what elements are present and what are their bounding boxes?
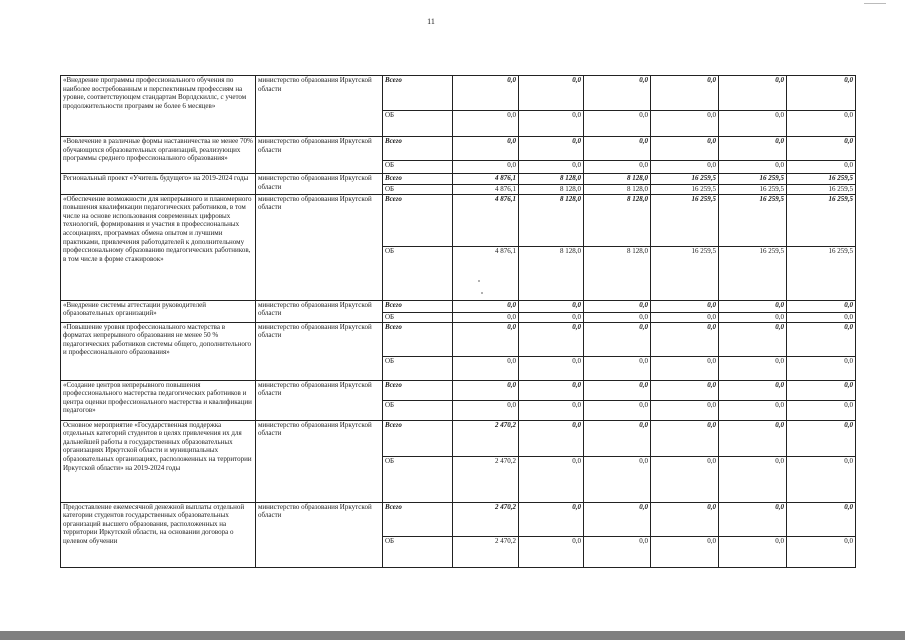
ob-value-cell: 8 128,0 — [519, 185, 584, 195]
budget-table-body — [61, 76, 856, 568]
ob-value-cell: 16 259,5 — [651, 185, 719, 195]
total-value-cell: 16 259,5 — [787, 194, 856, 246]
activity-name-cell: «Обеспечение возможности для непрерывного и планомерного повышения квалификации педагогических работников, в том числе на основе использования современных цифровых технологий, формирования и участия в профессиональных ассоциациях, программах обмена опытом и лучшими практиками, привлечения работодателей к дополнительному профессиональному образованию педагогических работников, в том числе в форме стажировок» — [61, 194, 256, 300]
ob-value-cell: 0,0 — [584, 456, 651, 502]
table-row — [61, 76, 856, 111]
source-ob-label: ОБ — [383, 185, 453, 195]
total-value-cell: 0,0 — [787, 380, 856, 400]
ob-value-cell: 0,0 — [787, 161, 856, 174]
total-value-cell: 0,0 — [453, 300, 519, 312]
total-value-cell: 0,0 — [719, 322, 787, 356]
ob-value-cell: 0,0 — [787, 111, 856, 137]
responsible-cell: министерство образования Иркутской области — [256, 300, 383, 322]
total-value-cell: 0,0 — [584, 137, 651, 161]
total-value-cell: 0,0 — [651, 380, 719, 400]
source-ob-label: ОБ — [383, 456, 453, 502]
responsible-cell: министерство образования Иркутской области — [256, 502, 383, 567]
total-value-cell: 0,0 — [584, 300, 651, 312]
total-value-cell: 0,0 — [519, 137, 584, 161]
total-value-cell: 0,0 — [519, 380, 584, 400]
ob-value-cell: 0,0 — [651, 111, 719, 137]
ob-value-cell: 0,0 — [719, 161, 787, 174]
total-value-cell: 16 259,5 — [719, 174, 787, 185]
total-value-cell: 0,0 — [453, 380, 519, 400]
ob-value-cell: 0,0 — [651, 161, 719, 174]
ob-value-cell: 0,0 — [719, 536, 787, 567]
total-value-cell: 8 128,0 — [584, 174, 651, 185]
ob-value-cell: 0,0 — [719, 111, 787, 137]
ob-value-cell: 0,0 — [584, 161, 651, 174]
total-value-cell: 0,0 — [453, 322, 519, 356]
total-value-cell: 0,0 — [651, 322, 719, 356]
total-value-cell: 0,0 — [651, 420, 719, 456]
ob-value-cell: 0,0 — [719, 400, 787, 420]
responsible-cell: министерство образования Иркутской области — [256, 174, 383, 195]
ob-value-cell: 0,0 — [453, 400, 519, 420]
total-value-cell: 16 259,5 — [719, 194, 787, 246]
ob-value-cell: 4 876,1 — [453, 246, 519, 300]
table-row — [61, 300, 856, 312]
ob-value-cell: 0,0 — [519, 400, 584, 420]
responsible-cell: министерство образования Иркутской области — [256, 76, 383, 137]
total-value-cell: 0,0 — [787, 322, 856, 356]
ob-value-cell: 0,0 — [519, 456, 584, 502]
total-value-cell: 0,0 — [719, 76, 787, 111]
total-value-cell: 0,0 — [519, 300, 584, 312]
source-ob-label: ОБ — [383, 312, 453, 322]
source-total-label: Всего — [383, 300, 453, 312]
total-value-cell: 0,0 — [584, 420, 651, 456]
total-value-cell: 0,0 — [719, 137, 787, 161]
ob-value-cell: 0,0 — [719, 356, 787, 380]
source-total-label: Всего — [383, 420, 453, 456]
scan-border — [0, 631, 905, 640]
ob-value-cell: 8 128,0 — [584, 246, 651, 300]
ob-value-cell: 0,0 — [453, 356, 519, 380]
scan-mark — [864, 3, 886, 4]
table-row — [61, 502, 856, 536]
source-ob-label: ОБ — [383, 111, 453, 137]
total-value-cell: 0,0 — [453, 137, 519, 161]
ob-value-cell: 2 470,2 — [453, 536, 519, 567]
ob-value-cell: 0,0 — [453, 161, 519, 174]
total-value-cell: 0,0 — [651, 76, 719, 111]
ob-value-cell: 2 470,2 — [453, 456, 519, 502]
total-value-cell: 2 470,2 — [453, 502, 519, 536]
total-value-cell: 0,0 — [787, 502, 856, 536]
activity-name-cell: Региональный проект «Учитель будущего» на 2019-2024 годы — [61, 174, 256, 195]
ob-value-cell: 0,0 — [651, 536, 719, 567]
source-total-label: Всего — [383, 76, 453, 111]
source-ob-label: ОБ — [383, 161, 453, 174]
ob-value-cell: 0,0 — [519, 161, 584, 174]
total-value-cell: 0,0 — [584, 322, 651, 356]
total-value-cell: 0,0 — [651, 300, 719, 312]
total-value-cell: 0,0 — [719, 502, 787, 536]
source-ob-label: ОБ — [383, 356, 453, 380]
activity-name-cell: «Создание центров непрерывного повышения профессионального мастерства педагогических работников и центра оценки профессионального мастерства и квалификации педагогов» — [61, 380, 256, 420]
source-ob-label: ОБ — [383, 536, 453, 567]
scan-artifact — [478, 280, 480, 282]
total-value-cell: 16 259,5 — [787, 174, 856, 185]
ob-value-cell: 0,0 — [584, 312, 651, 322]
source-total-label: Всего — [383, 502, 453, 536]
ob-value-cell: 0,0 — [453, 312, 519, 322]
total-value-cell: 8 128,0 — [519, 194, 584, 246]
activity-name-cell: Основное мероприятие «Государственная поддержка отдельных категорий студентов в целях привлечения их для дальнейшей работы в государственных образовательных организациях Иркутской области и муниципальных образовательных организациях, расположенных на территории Иркутской области» на 2019-2024 годы — [61, 420, 256, 502]
total-value-cell: 0,0 — [787, 76, 856, 111]
source-total-label: Всего — [383, 194, 453, 246]
responsible-cell: министерство образования Иркутской области — [256, 194, 383, 300]
ob-value-cell: 0,0 — [787, 400, 856, 420]
total-value-cell: 0,0 — [453, 76, 519, 111]
activity-name-cell: «Вовлечение в различные формы наставничества не менее 70% обучающихся образовательных организаций, реализующих программы среднего профессионального образования» — [61, 137, 256, 174]
ob-value-cell: 0,0 — [787, 536, 856, 567]
total-value-cell: 0,0 — [519, 322, 584, 356]
ob-value-cell: 0,0 — [719, 456, 787, 502]
ob-value-cell: 0,0 — [584, 400, 651, 420]
total-value-cell: 0,0 — [719, 420, 787, 456]
ob-value-cell: 8 128,0 — [584, 185, 651, 195]
ob-value-cell: 16 259,5 — [787, 246, 856, 300]
ob-value-cell: 0,0 — [787, 356, 856, 380]
total-value-cell: 0,0 — [584, 502, 651, 536]
total-value-cell: 0,0 — [651, 502, 719, 536]
total-value-cell: 0,0 — [584, 380, 651, 400]
total-value-cell: 0,0 — [651, 137, 719, 161]
responsible-cell: министерство образования Иркутской области — [256, 322, 383, 380]
ob-value-cell: 16 259,5 — [787, 185, 856, 195]
ob-value-cell: 0,0 — [584, 536, 651, 567]
ob-value-cell: 16 259,5 — [651, 246, 719, 300]
ob-value-cell: 0,0 — [519, 356, 584, 380]
ob-value-cell: 16 259,5 — [719, 246, 787, 300]
source-total-label: Всего — [383, 380, 453, 400]
total-value-cell: 0,0 — [787, 137, 856, 161]
activity-name-cell: «Повышение уровня профессионального мастерства в форматах непрерывного образования не менее 50 % педагогических работников системы общего, дополнительного и профессионального образования» — [61, 322, 256, 380]
source-total-label: Всего — [383, 174, 453, 185]
total-value-cell: 0,0 — [519, 420, 584, 456]
total-value-cell: 0,0 — [719, 380, 787, 400]
ob-value-cell: 0,0 — [651, 312, 719, 322]
total-value-cell: 2 470,2 — [453, 420, 519, 456]
activity-name-cell: «Внедрение программы профессионального обучения по наиболее востребованным и перспективным профессиям на уровне, соответствующем стандартам Ворлдскиллс, с учетом продолжительности программ не более 6 месяцев» — [61, 76, 256, 137]
total-value-cell: 0,0 — [584, 76, 651, 111]
ob-value-cell: 0,0 — [651, 356, 719, 380]
ob-value-cell: 0,0 — [719, 312, 787, 322]
total-value-cell: 0,0 — [519, 76, 584, 111]
ob-value-cell: 0,0 — [453, 111, 519, 137]
table-row — [61, 194, 856, 246]
ob-value-cell: 4 876,1 — [453, 185, 519, 195]
table-row — [61, 380, 856, 400]
table-row — [61, 174, 856, 185]
total-value-cell: 8 128,0 — [519, 174, 584, 185]
total-value-cell: 0,0 — [787, 300, 856, 312]
responsible-cell: министерство образования Иркутской области — [256, 137, 383, 174]
page-number: 11 — [427, 17, 435, 26]
total-value-cell: 4 876,1 — [453, 174, 519, 185]
ob-value-cell: 0,0 — [519, 312, 584, 322]
activity-name-cell: «Внедрение системы аттестации руководителей образовательных организаций» — [61, 300, 256, 322]
source-ob-label: ОБ — [383, 400, 453, 420]
ob-value-cell: 0,0 — [651, 456, 719, 502]
ob-value-cell: 16 259,5 — [719, 185, 787, 195]
total-value-cell: 16 259,5 — [651, 174, 719, 185]
total-value-cell: 0,0 — [719, 300, 787, 312]
budget-table — [60, 75, 856, 568]
responsible-cell: министерство образования Иркутской области — [256, 380, 383, 420]
ob-value-cell: 0,0 — [519, 111, 584, 137]
ob-value-cell: 0,0 — [584, 111, 651, 137]
source-total-label: Всего — [383, 322, 453, 356]
total-value-cell: 16 259,5 — [651, 194, 719, 246]
ob-value-cell: 0,0 — [519, 536, 584, 567]
source-ob-label: ОБ — [383, 246, 453, 300]
ob-value-cell: 0,0 — [787, 456, 856, 502]
scan-artifact — [481, 292, 483, 294]
table-row — [61, 420, 856, 456]
activity-name-cell: Предоставление ежемесячной денежной выплаты отдельной категории студентов государственных образовательных организаций высшего образования, расположенных на территории Иркутской области, на основании договора о целевом обучении — [61, 502, 256, 567]
total-value-cell: 4 876,1 — [453, 194, 519, 246]
ob-value-cell: 0,0 — [787, 312, 856, 322]
ob-value-cell: 8 128,0 — [519, 246, 584, 300]
total-value-cell: 8 128,0 — [584, 194, 651, 246]
table-row — [61, 322, 856, 356]
total-value-cell: 0,0 — [519, 502, 584, 536]
source-total-label: Всего — [383, 137, 453, 161]
ob-value-cell: 0,0 — [584, 356, 651, 380]
table-row — [61, 137, 856, 161]
responsible-cell: министерство образования Иркутской области — [256, 420, 383, 502]
ob-value-cell: 0,0 — [651, 400, 719, 420]
total-value-cell: 0,0 — [787, 420, 856, 456]
